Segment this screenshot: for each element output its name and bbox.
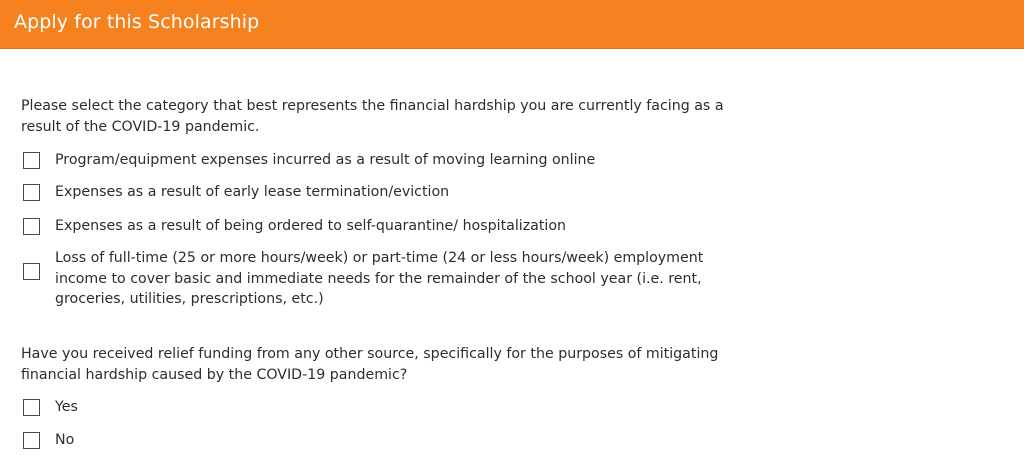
hardship-option-1-checkbox[interactable] (23, 184, 40, 201)
hardship-option-2-checkbox[interactable] (23, 218, 40, 235)
page-title: Apply for this Scholarship (14, 11, 260, 33)
relief-option-no-checkbox[interactable] (23, 432, 40, 449)
hardship-option-3-checkbox[interactable] (23, 263, 40, 280)
hardship-option-2-label[interactable]: Expenses as a result of being ordered to self-quarantine/ hospitalization (55, 218, 567, 234)
hardship-question-prompt: Please select the category that best represents the financial hardship you are currently facing as a result of the COVID-19 pandemic. (21, 98, 724, 135)
form-header (0, 0, 1024, 49)
relief-question-prompt: Have you received relief funding from any other source, specifically for the purposes of mitigating financial hardship caused by the COVID-19 pandemic? (21, 346, 719, 383)
relief-option-no-label[interactable]: No (55, 432, 75, 448)
hardship-option-0-checkbox[interactable] (23, 152, 40, 169)
relief-option-yes-label[interactable]: Yes (55, 399, 78, 415)
hardship-option-3-label[interactable]: Loss of full-time (25 or more hours/week) or part-time (24 or less hours/week) employment income to cover basic and immediate needs for the remainder of the school year (i.e. rent, groceries, utilities, prescriptions, etc.) (55, 250, 704, 307)
hardship-option-1-label[interactable]: Expenses as a result of early lease termination/eviction (55, 184, 450, 200)
relief-option-yes-checkbox[interactable] (23, 399, 40, 416)
hardship-option-0-label[interactable]: Program/equipment expenses incurred as a result of moving learning online (55, 152, 596, 168)
